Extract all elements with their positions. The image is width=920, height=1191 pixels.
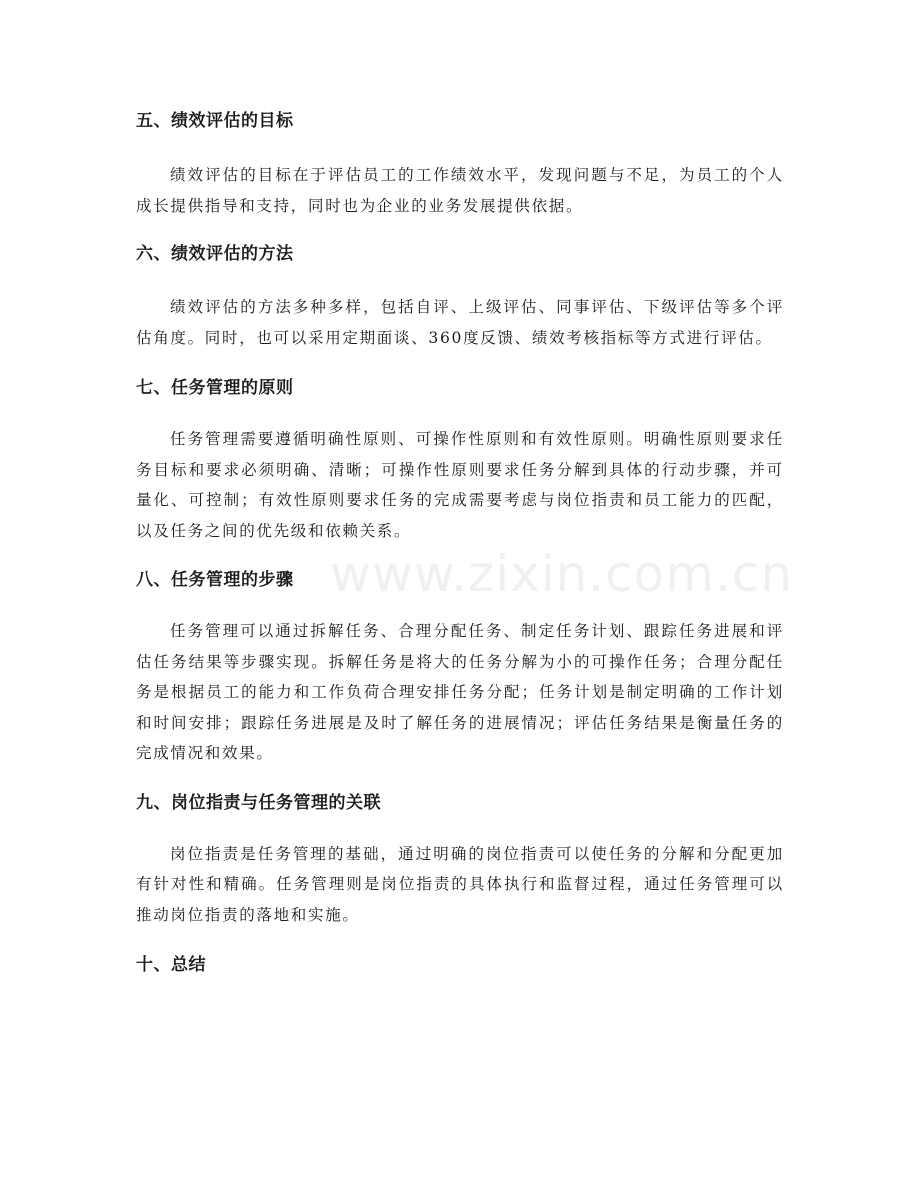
section-paragraph-6: 绩效评估的方法多种多样，包括自评、上级评估、同事评估、下级评估等多个评估角度。同时，也可以采用定期面谈、360度反馈、绩效考核指标等方式进行评估。 xyxy=(136,298,784,347)
section-heading-6: 六、绩效评估的方法 xyxy=(136,244,294,264)
section-paragraph-9: 岗位指责是任务管理的基础，通过明确的岗位指责可以使任务的分解和分配更加有针对性和精确。任务管理则是岗位指责的具体执行和监督过程，通过任务管理可以推动岗位指责的落地和实施。 xyxy=(136,844,784,924)
section-heading-8: 八、任务管理的步骤 xyxy=(136,570,294,590)
section-paragraph-7: 任务管理需要遵循明确性原则、可操作性原则和有效性原则。明确性原则要求任务目标和要求必须明确、清晰；可操作性原则要求任务分解到具体的行动步骤，并可量化、可控制；有效性原则要求任务的完成需要考虑与岗位指责和员工能力的匹配，以及任务之间的优先级和依赖关系。 xyxy=(136,430,784,540)
section-paragraph-8: 任务管理可以通过拆解任务、合理分配任务、制定任务计划、跟踪任务进展和评估任务结果等步骤实现。拆解任务是将大的任务分解为小的可操作任务；合理分配任务是根据员工的能力和工作负荷合理安排任务分配；任务计划是制定明确的工作计划和时间安排；跟踪任务进展是及时了解任务的进展情况；评估任务结果是衡量任务的完成情况和效果。 xyxy=(136,622,784,762)
section-heading-9: 九、岗位指责与任务管理的关联 xyxy=(136,792,381,813)
section-heading-5: 五、绩效评估的目标 xyxy=(136,111,294,131)
section-heading-7: 七、任务管理的原则 xyxy=(136,378,294,398)
section-heading-10: 十、总结 xyxy=(136,955,206,975)
watermark: www.zixin.com.cn xyxy=(330,545,794,603)
section-paragraph-5: 绩效评估的目标在于评估员工的工作绩效水平，发现问题与不足，为员工的个人成长提供指导和支持，同时也为企业的业务发展提供依据。 xyxy=(136,166,784,215)
document-body xyxy=(136,103,784,983)
